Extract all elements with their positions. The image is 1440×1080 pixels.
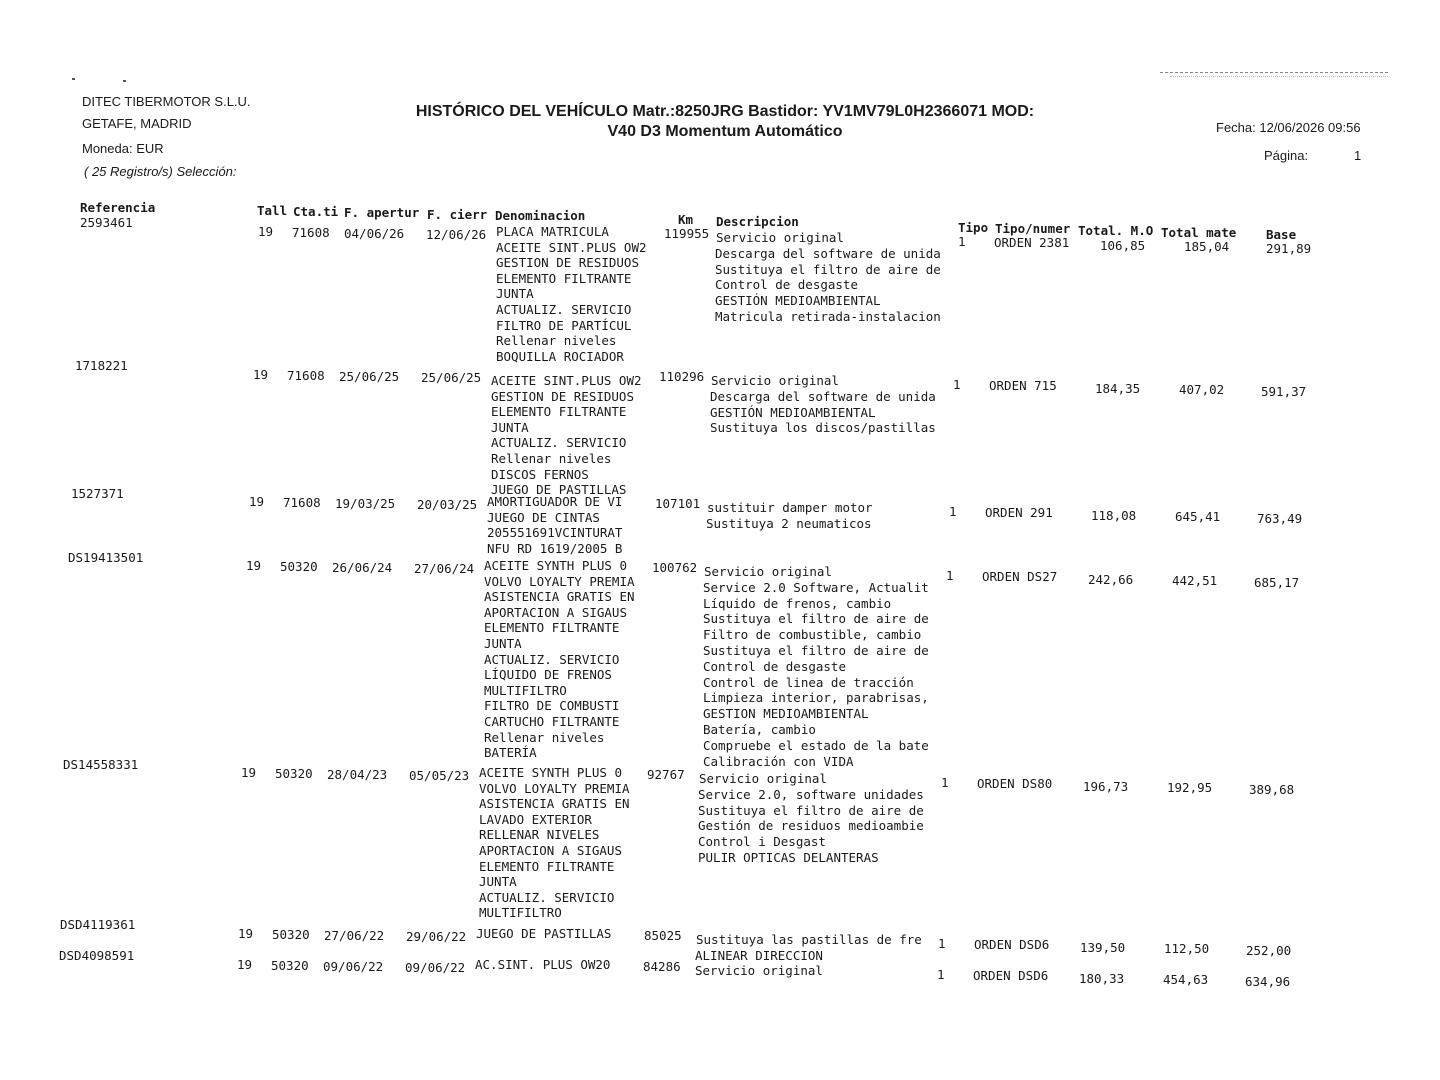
record-denominacion-line: JUNTA xyxy=(479,874,517,890)
record-total-mate: 185,04 xyxy=(1184,239,1230,254)
record-base: 291,89 xyxy=(1266,241,1312,256)
record-f-cierre: 27/06/24 xyxy=(414,561,475,576)
record-descripcion-line: Servicio original xyxy=(704,564,832,579)
record-km: 92767 xyxy=(647,767,685,782)
record-descripcion-line: Service 2.0, software unidades xyxy=(698,786,924,802)
record-descripcion-line: Service 2.0 Software, Actualit xyxy=(703,579,929,595)
record-denominacion-line: MULTIFILTRO xyxy=(484,682,567,698)
record-descripcion-line: Matricula retirada-instalacion xyxy=(715,309,941,324)
record-tall: 19 xyxy=(246,558,262,573)
record-denominacion-line: JUNTA xyxy=(491,419,529,435)
record-orden: ORDEN DS80 xyxy=(977,776,1053,791)
record-denominacion-line: RELLENAR NIVELES xyxy=(479,827,600,843)
record-km: 84286 xyxy=(643,959,681,974)
record-total-mate: 645,41 xyxy=(1175,509,1221,524)
record-cta: 71608 xyxy=(287,368,325,383)
record-f-cierre: 05/05/23 xyxy=(409,768,470,783)
record-orden: ORDEN DSD6 xyxy=(974,937,1050,952)
col-denominacion: Denominacion xyxy=(495,208,586,223)
record-tall: 19 xyxy=(237,957,253,972)
record-tall: 19 xyxy=(253,367,269,382)
record-base: 591,37 xyxy=(1261,384,1307,399)
record-denominacion-line: ACEITE SINT.PLUS OW2 xyxy=(496,239,647,255)
record-km: 100762 xyxy=(652,560,698,575)
record-descripcion-line: Batería, cambio xyxy=(703,722,816,737)
record-total-mo: 106,85 xyxy=(1100,238,1146,253)
selection-label: ( 25 Registro/s) Selección: xyxy=(84,164,237,179)
col-total-mo: Total. M.O xyxy=(1078,223,1154,238)
record-tall: 19 xyxy=(241,765,257,780)
record-denominacion-line: LÍQUIDO DE FRENOS xyxy=(484,667,612,683)
record-total-mate: 442,51 xyxy=(1172,573,1218,588)
record-denominacion-line: ACEITE SYNTH PLUS 0 xyxy=(479,765,622,780)
company-city: GETAFE, MADRID xyxy=(82,116,192,131)
record-denominacion-line: ELEMENTO FILTRANTE xyxy=(491,404,627,420)
page-number: 1 xyxy=(1354,148,1362,163)
record-tipo: 1 xyxy=(949,504,957,519)
record-km: 107101 xyxy=(655,496,701,511)
record-descripcion-line: Filtro de combustible, cambio xyxy=(703,627,922,643)
record-denominacion-line: ACEITE SYNTH PLUS 0 xyxy=(484,558,627,573)
record-descripcion-line: Servicio original xyxy=(716,230,844,245)
record-descripcion-line: PULIR OPTICAS DELANTERAS xyxy=(698,850,879,865)
record-descripcion-line: sustituir damper motor xyxy=(707,500,873,515)
record-base: 252,00 xyxy=(1246,943,1292,958)
record-denominacion-line: AMORTIGUADOR DE VI xyxy=(487,494,623,509)
record-total-mate: 454,63 xyxy=(1163,972,1209,987)
record-denominacion-line: Rellenar niveles xyxy=(491,451,612,466)
record-referencia: 1527371 xyxy=(71,486,124,501)
col-base: Base xyxy=(1266,227,1297,242)
col-f-cierre: F. cierr xyxy=(427,207,488,222)
record-f-apertura: 27/06/22 xyxy=(324,928,385,943)
record-descripcion-line: Gestión de residuos medioambie xyxy=(698,818,924,834)
record-f-cierre: 20/03/25 xyxy=(417,497,478,512)
record-descripcion-line: GESTIÓN MEDIOAMBIENTAL xyxy=(715,293,881,309)
record-denominacion-line: JUEGO DE PASTILLAS xyxy=(476,926,612,941)
record-descripcion-line: Sustituya el filtro de aire de xyxy=(698,802,924,818)
record-orden: ORDEN 291 xyxy=(985,505,1053,520)
record-f-cierre: 09/06/22 xyxy=(405,960,466,975)
record-denominacion-line: FILTRO DE PARTÍCUL xyxy=(496,317,632,333)
record-denominacion-line: GESTION DE RESIDUOS xyxy=(496,255,639,271)
record-descripcion-line: Control de desgaste xyxy=(703,658,846,674)
record-total-mo: 118,08 xyxy=(1091,508,1137,523)
record-orden: ORDEN DSD6 xyxy=(973,968,1049,983)
record-descripcion-line: ALINEAR DIRECCION xyxy=(695,947,823,963)
record-base: 634,96 xyxy=(1245,974,1291,989)
record-f-cierre: 29/06/22 xyxy=(406,929,467,944)
record-denominacion-line: GESTION DE RESIDUOS xyxy=(491,388,634,404)
record-descripcion-line: Sustituya el filtro de aire de xyxy=(703,611,929,627)
record-base: 389,68 xyxy=(1249,782,1295,797)
record-denominacion-line: ACTUALIZ. SERVICIO xyxy=(496,302,632,317)
record-descripcion-line: GESTIÓN MEDIOAMBIENTAL xyxy=(710,404,876,420)
record-descripcion-line: Control de desgaste xyxy=(715,277,858,293)
col-tall: Tall xyxy=(257,203,288,218)
record-denominacion-line: VOLVO LOYALTY PREMIA xyxy=(484,573,635,589)
record-referencia: 2593461 xyxy=(80,215,133,230)
record-descripcion-line: Limpieza interior, parabrisas, xyxy=(703,690,929,706)
scan-speck xyxy=(72,78,75,80)
record-descripcion-line: Sustituya las pastillas de fre xyxy=(696,932,922,947)
record-km: 85025 xyxy=(644,928,682,943)
record-denominacion-line: ELEMENTO FILTRANTE xyxy=(479,858,615,874)
record-tipo: 1 xyxy=(937,967,945,982)
record-orden: ORDEN DS27 xyxy=(982,569,1058,584)
record-total-mate: 112,50 xyxy=(1164,941,1210,956)
record-denominacion-line: MULTIFILTRO xyxy=(479,905,562,921)
record-descripcion-line: Control i Desgast xyxy=(698,834,826,850)
report-title-line1: HISTÓRICO DEL VEHÍCULO Matr.:8250JRG Bastidor: YV1MV79L0H2366071 MOD: xyxy=(415,103,1035,120)
record-tipo: 1 xyxy=(953,377,961,392)
record-denominacion-line: Rellenar niveles xyxy=(496,333,617,349)
col-descripcion: Descripcion xyxy=(716,214,799,229)
record-f-cierre: 12/06/26 xyxy=(426,227,487,242)
record-base: 763,49 xyxy=(1257,511,1303,526)
record-descripcion-line: Servicio original xyxy=(711,373,839,388)
report-title-line2: V40 D3 Momentum Automático xyxy=(607,123,843,140)
col-km: Km xyxy=(678,212,694,227)
record-cta: 71608 xyxy=(292,225,330,240)
record-referencia: DSD4098591 xyxy=(59,948,135,963)
record-cta: 50320 xyxy=(272,927,310,942)
record-cta: 50320 xyxy=(271,958,309,973)
record-denominacion-line: ACEITE SINT.PLUS OW2 xyxy=(491,373,642,388)
col-cta: Cta.ti xyxy=(293,204,339,219)
record-f-apertura: 04/06/26 xyxy=(344,226,405,241)
record-total-mo: 242,66 xyxy=(1088,572,1134,587)
record-denominacion-line: JUEGO DE PASTILLAS xyxy=(491,482,627,498)
record-cta: 50320 xyxy=(280,559,318,574)
record-denominacion-line: BOQUILLA ROCIADOR xyxy=(496,348,624,364)
record-denominacion-line: JUNTA xyxy=(496,286,534,302)
record-denominacion-line: ELEMENTO FILTRANTE xyxy=(484,620,620,636)
record-km: 110296 xyxy=(659,369,705,384)
record-tipo: 1 xyxy=(941,775,949,790)
record-descripcion-line: Líquido de frenos, cambio xyxy=(703,595,892,611)
record-denominacion-line: BATERÍA xyxy=(484,745,537,761)
record-denominacion-line: ACTUALIZ. SERVICIO xyxy=(479,889,615,905)
record-tall: 19 xyxy=(258,224,274,239)
record-total-mo: 139,50 xyxy=(1080,940,1126,955)
record-descripcion-line: Sustituya 2 neumaticos xyxy=(706,515,872,531)
record-cta: 71608 xyxy=(283,495,321,510)
record-denominacion-line: Rellenar niveles xyxy=(484,729,605,745)
record-total-mo: 184,35 xyxy=(1095,381,1141,396)
record-orden: ORDEN 715 xyxy=(989,378,1057,393)
record-f-apertura: 28/04/23 xyxy=(327,767,388,782)
record-referencia: DSD4119361 xyxy=(60,917,136,932)
record-denominacion-line: 205551691VCINTURAT xyxy=(487,525,623,541)
record-denominacion-line: PLACA MATRICULA xyxy=(496,224,609,239)
record-base: 685,17 xyxy=(1254,575,1300,590)
record-descripcion-line: Compruebe el estado de la bate xyxy=(703,737,929,753)
report-title xyxy=(400,102,1050,142)
record-tipo: 1 xyxy=(938,936,946,951)
record-total-mo: 180,33 xyxy=(1079,971,1125,986)
record-referencia: DS19413501 xyxy=(68,550,144,565)
record-denominacion-line: CARTUCHO FILTRANTE xyxy=(484,714,620,729)
record-denominacion-line: FILTRO DE COMBUSTI xyxy=(484,698,620,714)
record-f-apertura: 25/06/25 xyxy=(339,369,400,384)
record-descripcion-line: Servicio original xyxy=(695,963,823,978)
col-referencia: Referencia xyxy=(80,200,156,215)
record-descripcion-line: GESTION MEDIOAMBIENTAL xyxy=(703,706,869,722)
page-label: Página: xyxy=(1264,148,1309,163)
col-tipo-numer: Tipo/numer xyxy=(995,221,1071,236)
col-f-apertura: F. apertur xyxy=(344,205,420,220)
record-denominacion-line: JUEGO DE CINTAS xyxy=(487,509,600,525)
record-denominacion-line: JUNTA xyxy=(484,636,522,651)
record-descripcion-line: Descarga del software de unida xyxy=(715,245,941,261)
record-referencia: 1718221 xyxy=(75,358,128,373)
record-total-mate: 407,02 xyxy=(1179,382,1225,397)
company-name: DITEC TIBERMOTOR S.L.U. xyxy=(82,94,251,109)
record-f-apertura: 26/06/24 xyxy=(332,560,393,575)
record-denominacion-line: VOLVO LOYALTY PREMIA xyxy=(479,780,630,796)
record-descripcion-line: Sustituya el filtro de aire de xyxy=(703,643,929,658)
report-date: Fecha: 12/06/2026 09:56 xyxy=(1216,120,1361,135)
record-denominacion-line: LAVADO EXTERIOR xyxy=(479,811,592,827)
record-denominacion-line: ASISTENCIA GRATIS EN xyxy=(484,589,635,605)
record-cta: 50320 xyxy=(275,766,313,781)
record-denominacion-line: ACTUALIZ. SERVICIO xyxy=(484,651,620,667)
record-km: 119955 xyxy=(664,226,710,241)
record-denominacion-line: DISCOS FERNOS xyxy=(491,466,589,482)
scan-line xyxy=(1160,72,1388,73)
record-tipo: 1 xyxy=(958,234,966,249)
record-denominacion-line: APORTACION A SIGAUS xyxy=(479,843,622,858)
record-descripcion-line: Sustituya los discos/pastillas xyxy=(710,420,936,436)
record-denominacion-line: AC.SINT. PLUS OW20 xyxy=(475,957,611,972)
record-descripcion-line: Descarga del software de unida xyxy=(710,388,936,404)
record-descripcion-line: Calibración con VIDA xyxy=(703,753,854,769)
record-referencia: DS14558331 xyxy=(63,757,139,772)
record-descripcion-line: Servicio original xyxy=(699,771,827,786)
record-denominacion-line: ASISTENCIA GRATIS EN xyxy=(479,796,630,812)
record-f-cierre: 25/06/25 xyxy=(421,370,482,385)
scan-line xyxy=(1170,76,1388,77)
record-descripcion-line: Sustituya el filtro de aire de xyxy=(715,261,941,277)
record-tipo: 1 xyxy=(946,568,954,583)
record-f-apertura: 09/06/22 xyxy=(323,959,384,974)
record-denominacion-line: ELEMENTO FILTRANTE xyxy=(496,270,632,286)
record-total-mo: 196,73 xyxy=(1083,779,1129,794)
record-descripcion-line: Control de linea de tracción xyxy=(703,674,914,690)
record-total-mate: 192,95 xyxy=(1167,780,1213,795)
col-tipo: Tipo xyxy=(958,220,989,235)
record-orden: ORDEN 2381 xyxy=(994,235,1070,250)
col-total-mate: Total mate xyxy=(1161,225,1237,240)
record-denominacion-line: ACTUALIZ. SERVICIO xyxy=(491,435,627,451)
scan-speck xyxy=(123,80,126,82)
record-tall: 19 xyxy=(249,494,265,509)
record-denominacion-line: APORTACION A SIGAUS xyxy=(484,604,627,620)
currency-label: Moneda: EUR xyxy=(82,141,164,156)
record-f-apertura: 19/03/25 xyxy=(335,496,396,511)
record-denominacion-line: NFU RD 1619/2005 B xyxy=(487,540,623,556)
record-tall: 19 xyxy=(238,926,254,941)
